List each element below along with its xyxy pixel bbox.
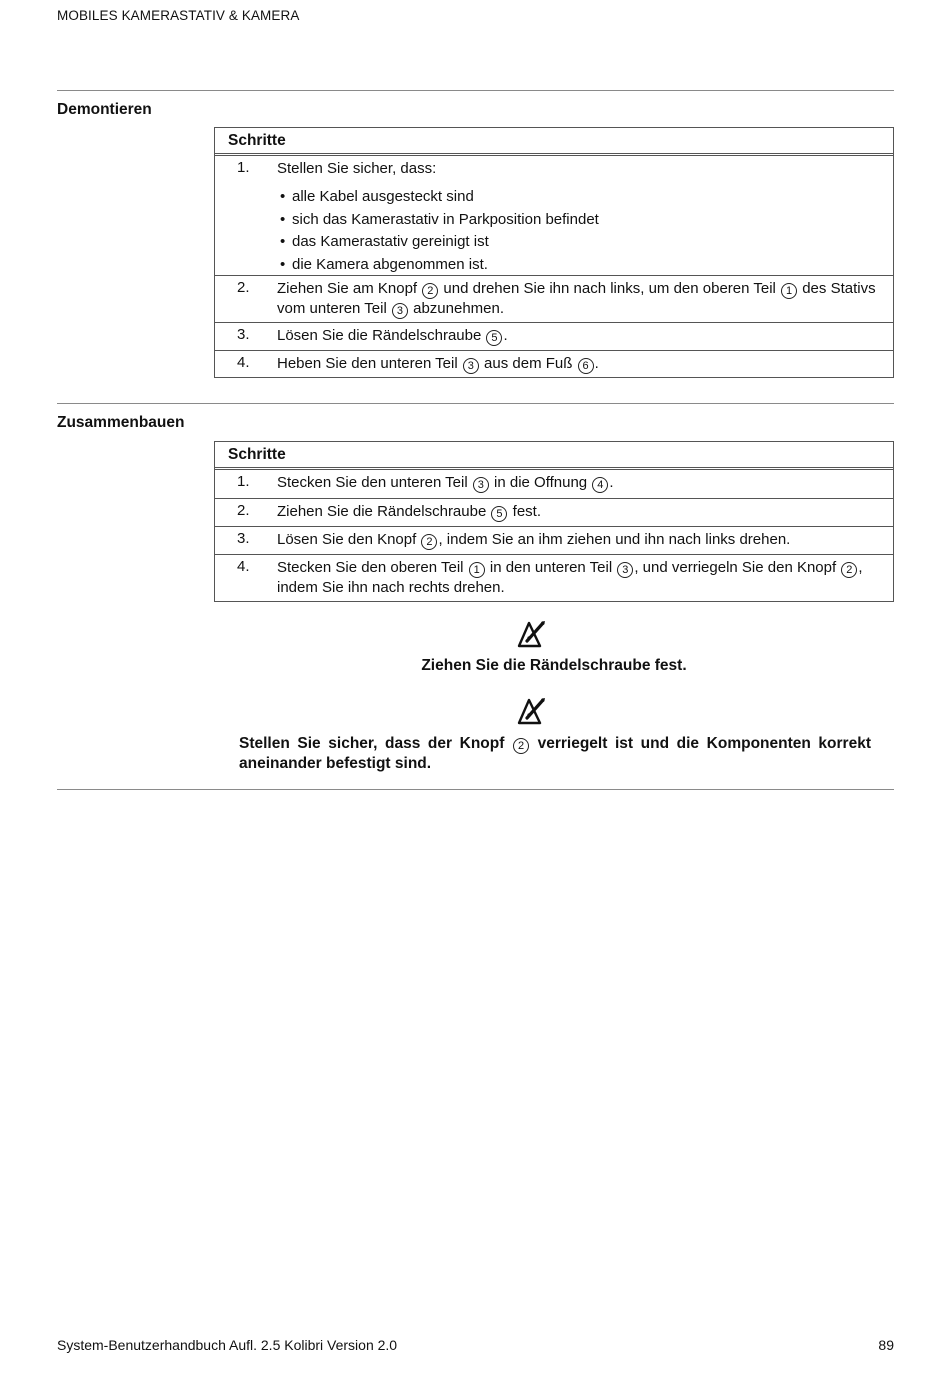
table-row <box>215 470 893 498</box>
step-text: Ziehen Sie die Rändelschraube 5 fest. <box>277 503 541 520</box>
callout-number: 2 <box>513 738 529 754</box>
step-number: 1. <box>237 473 250 490</box>
table-row <box>215 498 893 526</box>
step-number: 1. <box>237 159 250 176</box>
callout-number: 3 <box>617 562 633 578</box>
note-pen-icon <box>516 696 548 730</box>
running-header: MOBILES KAMERASTATIV & KAMERA <box>57 8 300 23</box>
table-row <box>215 554 893 601</box>
table-header: Schritte <box>215 442 893 470</box>
steps-table-zusammenbauen <box>214 441 894 602</box>
callout-number: 5 <box>491 506 507 522</box>
callout-number: 2 <box>841 562 857 578</box>
callout-number: 1 <box>781 283 797 299</box>
callout-number: 3 <box>392 303 408 319</box>
bullet-list <box>277 186 887 277</box>
callout-number: 2 <box>421 534 437 550</box>
step-number: 2. <box>237 502 250 519</box>
step-text: Lösen Sie die Rändelschraube 5 . <box>277 327 508 344</box>
table-header: Schritte <box>215 128 893 156</box>
step-text: Stecken Sie den oberen Teil 1 in den unteren Teil 3 , und verriegeln Sie den Knopf 2 , indem Sie ihn nach rechts drehen. <box>277 559 863 596</box>
note-text: Ziehen Sie die Rändelschraube fest. <box>421 657 687 674</box>
callout-number: 3 <box>463 358 479 374</box>
page-number: 89 <box>878 1337 894 1353</box>
section-divider <box>57 90 894 91</box>
note-text: Stellen Sie sicher, dass der Knopf 2 verriegelt ist und die Komponenten korrekt aneinander befestigt sind. <box>239 735 871 772</box>
list-item: • sich das Kamerastativ in Parkposition befindet <box>280 210 599 228</box>
section-title-zusammenbauen: Zusammenbauen <box>57 414 185 431</box>
step-text: Ziehen Sie am Knopf 2 und drehen Sie ihn nach links, um den oberen Teil 1 des Stativs vom unteren Teil 3 abzunehmen. <box>277 280 876 317</box>
table-row <box>215 322 893 350</box>
steps-table-demontieren <box>214 127 894 378</box>
section-title-demontieren: Demontieren <box>57 101 152 118</box>
footer-manual-title: System-Benutzerhandbuch Aufl. 2.5 Kolibri Version 2.0 <box>57 1337 398 1353</box>
step-number: 2. <box>237 279 250 296</box>
step-number: 4. <box>237 354 250 371</box>
table-row <box>215 526 893 554</box>
list-item: • das Kamerastativ gereinigt ist <box>280 233 489 251</box>
note-pen-icon <box>516 619 548 653</box>
step-text: Heben Sie den unteren Teil 3 aus dem Fuß 6 . <box>277 355 599 372</box>
section-divider <box>57 789 894 790</box>
table-row <box>215 275 893 322</box>
step-number: 4. <box>237 558 250 575</box>
table-row <box>215 156 893 275</box>
step-text: Stellen Sie sicher, dass: <box>277 160 437 177</box>
callout-number: 6 <box>578 358 594 374</box>
table-row <box>215 350 893 377</box>
list-item: • die Kamera abgenommen ist. <box>280 256 488 274</box>
callout-number: 5 <box>486 330 502 346</box>
step-text: Lösen Sie den Knopf 2 , indem Sie an ihm ziehen und ihn nach links drehen. <box>277 531 791 548</box>
section-divider <box>57 403 894 404</box>
callout-number: 3 <box>473 477 489 493</box>
step-text: Stecken Sie den unteren Teil 3 in die Offnung 4 . <box>277 474 614 491</box>
list-item: • alle Kabel ausgesteckt sind <box>280 188 474 205</box>
step-number: 3. <box>237 326 250 343</box>
callout-number: 2 <box>422 283 438 299</box>
callout-number: 4 <box>592 477 608 493</box>
step-number: 3. <box>237 530 250 547</box>
callout-number: 1 <box>469 562 485 578</box>
